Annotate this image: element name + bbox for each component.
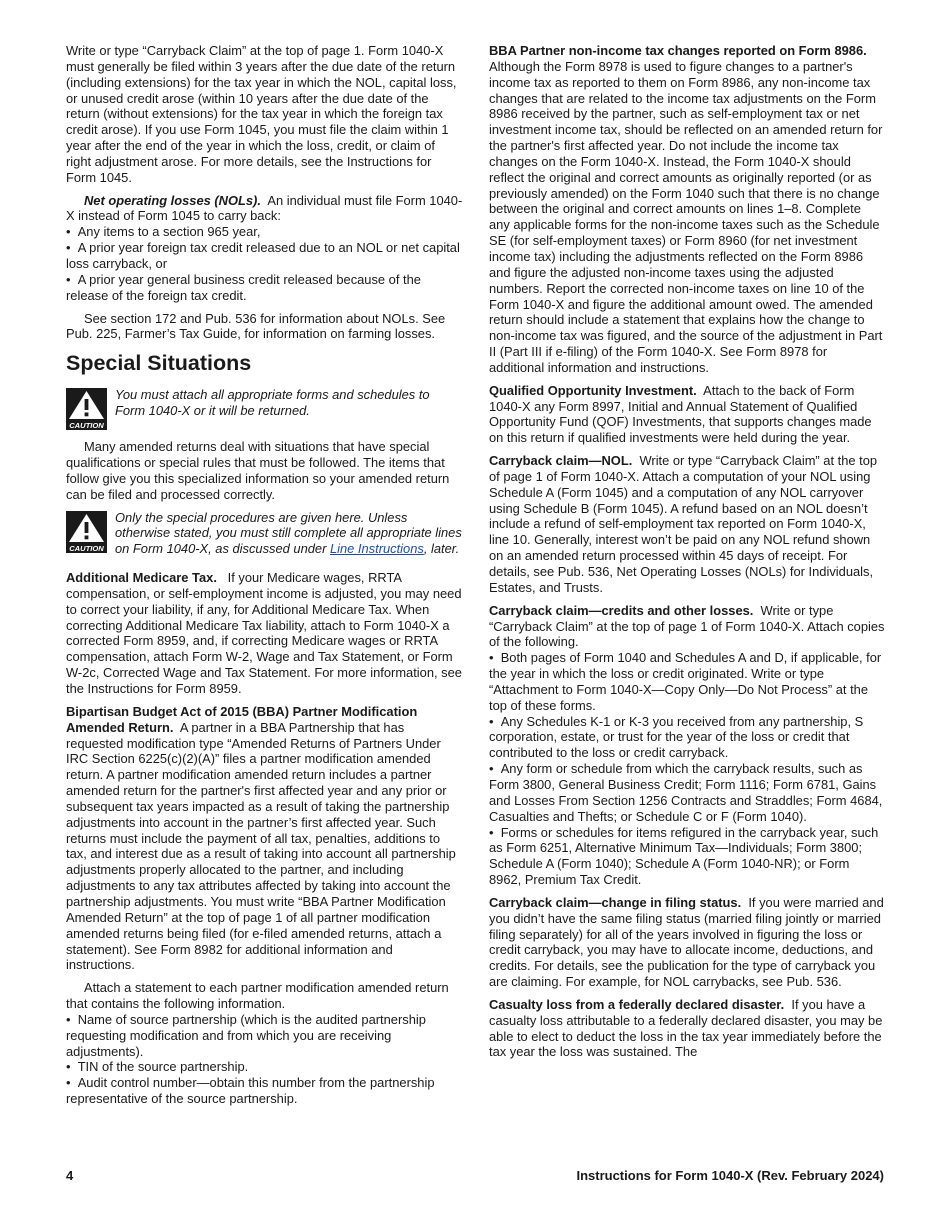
list-item: • Name of source partnership (which is the audited partnership requesting modification and from which you are receiving adjustments).: [66, 1012, 463, 1060]
carryback-credits-text: Write or type “Carryback Claim” at the top of page 1 of Form 1040-X. Attach copies of the following.: [489, 602, 885, 650]
footer-title: Instructions for Form 1040-X (Rev. February 2024): [576, 1168, 884, 1183]
carryback-nol-heading: Carryback claim—NOL.: [489, 453, 633, 469]
bba-text: A partner in a BBA Partnership that has requested modification type “Amended Returns of Partners Under IRC Section 6225(c)(2)(A)” files a partner modification amended return. A partner modification amended return includes a partner amended return for the partner's first affected year and any prior or subsequent tax years impacted as a result of taking the partnership adjustments into account in the partner’s first affected year. Such returns must include the payment of all tax, penalties, additions to tax, and interest due as a result of taking into account all partnership adjustments properly allocated to the partner, and including adjustments to any tax attributes affected by taking into account the partnership adjustments. You must write “BBA Partner Modification Amended Return” at the top of page 1 of all partner modification amended returns being filed (for e-filed amended returns, attach a statement). See Form 8982 for additional information and instructions.: [66, 719, 456, 973]
carryback-intro: Write or type “Carryback Claim” at the top of page 1. Form 1040-X must generally be filed within 3 years after the due date of the return (including extensions) for the tax year in which the NOL, capital loss, or unused credit arose (within 10 years after the due date of the return (without extensions) for the tax year in which the foreign tax credit arose). If you use Form 1045, you must file the claim within 1 year after the end of the year in which the loss, credit, or claim of right adjustment arose. For more details, see the Instructions for Form 1045.: [66, 43, 457, 185]
list-item: • Audit control number—obtain this number from the partnership representative of the source partnership.: [66, 1075, 463, 1107]
carryback-nol-paragraph: [489, 453, 885, 596]
bba-non-income-paragraph: [489, 43, 885, 376]
list-item: • Both pages of Form 1040 and Schedules A and D, if applicable, for the year in which the loss or credit originated. Write or type “Attachment to Form 1040-X—Copy Only—Do Not Process” at the top of these forms.: [489, 650, 885, 713]
page-number: 4: [66, 1168, 74, 1183]
list-item: • A prior year general business credit released because of the release of the foreign tax credit.: [66, 272, 463, 304]
bba-non-income-text: Although the Form 8978 is used to figure changes to a partner's income tax as reported to them on Form 8986, any non-income tax changes that are related to the income tax adjustments on the Form 8986 received by the partner, such as self-employment tax or net investment income tax, should be reflected on an amended return for the partner's first affected year. Do not include the income tax changes on the Form 1040-X. Instead, the Form 1040-X should reflect the original and correct amounts as originally reported (or as previously amended) on the Form 1040 such that there is no change between the original and correct amounts on lines 1–8. Complete any applicable forms for the non-income taxes such as the Schedule SE (for self-employment taxes) or Form 8960 (for net investment income tax) including the adjustments reflected on the Form 8986 and figure the adjusted non-income taxes using the adjusted numbers. Report the corrected non-income taxes on line 10 of the Form 1040-X and figure the additional amount owed. The amended return should include a statement that explains how the change to non-income tax was figured, and the source of the adjustment in Part II (Part III if e-filing) of the Form 1040-X. See Form 8978 for additional information and instructions.: [489, 58, 883, 375]
qoi-heading: Qualified Opportunity Investment.: [489, 382, 697, 398]
caution-note-1: [66, 387, 463, 430]
caution-text: You must attach all appropriate forms and schedules to Form 1040-X or it will be returned.: [115, 387, 430, 419]
caution-note-2: [66, 510, 463, 558]
list-item: • Any form or schedule from which the carryback results, such as Form 3800, General Business Credit; Form 1116; Form 6781, Gains and Losses From Section 1256 Contracts and Straddles; Form 4684, Casualties and Thefts; or Schedule C or F (Form 1040).: [489, 761, 885, 824]
carryback-credits-paragraph: [489, 603, 885, 651]
caution-icon: [66, 388, 107, 430]
right-column: [489, 43, 885, 1067]
medicare-text: If your Medicare wages, RRTA compensation, or self-employment income is adjusted, you may need to correct your liability, if any, for Additional Medicare Tax. When correcting Additional Medicare Tax liability, attach to Form 1040-X a corrected Form 8959, and, if correcting Medicare wages or RRTA compensation, attach Form W-2, Wage and Tax Statement, or Form W-2c, Corrected Wage and Tax Statement. For more information, see the Instructions for Form 8959.: [66, 570, 462, 696]
medicare-heading: Additional Medicare Tax.: [66, 570, 217, 586]
caution-text: Only the special procedures are given here. Unless otherwise stated, you must still complete all appropriate lines on Form 1040-X, as discussed under: [115, 509, 462, 557]
list-item: • Any items to a section 965 year,: [66, 224, 463, 240]
filing-status-heading: Carryback claim—change in filing status.: [489, 894, 742, 910]
qoi-paragraph: [489, 383, 885, 446]
caution-text-end: , later.: [423, 541, 460, 557]
bba-heading: Bipartisan Budget Act of 2015 (BBA) Partner Modification Amended Return.: [66, 703, 418, 735]
caution-icon: [66, 511, 107, 553]
line-instructions-link[interactable]: Line Instructions: [329, 541, 424, 557]
list-item: • Forms or schedules for items refigured in the carryback year, such as Form 6251, Alternative Minimum Tax—Individuals; Form 3800; Schedule A (Form 1040); Schedule A (Form 1040-NR); or Form 8962, Premium Tax Credit.: [489, 825, 885, 888]
section-title: Special Situations: [66, 351, 252, 376]
list-item: • Any Schedules K-1 or K-3 you received from any partnership, S corporation, estate, or trust for the year of the loss or credit that contributed to the loss or credit carryback.: [489, 714, 885, 762]
nol-see-also: See section 172 and Pub. 536 for information about NOLs. See Pub. 225, Farmer’s Tax Guide, for information on farming losses.: [66, 310, 446, 342]
bba-paragraph: [66, 704, 463, 973]
bba-non-income-heading: BBA Partner non-income tax changes reported on Form 8986.: [489, 43, 867, 58]
filing-status-text: If you were married and you didn’t have the same filing status (married filing jointly or married filing separately) for all of the years involved in figuring the loss or credit carryback, you may have to allocate income, deductions, and credits. For details, see the publication for the type of carryback you are claiming. For example, for NOL carrybacks, see Pub. 536.: [489, 894, 884, 990]
list-item: • A prior year foreign tax credit released due to an NOL or net capital loss carryback, or: [66, 240, 463, 272]
nol-paragraph: [66, 193, 463, 225]
qoi-text: Attach to the back of Form 1040-X any Form 8997, Initial and Annual Statement of Qualified Opportunity Fund (QOF) Investments, that supports changes made on this return if qualified investments were held during the year.: [489, 382, 872, 446]
bba-statement: Attach a statement to each partner modification amended return that contains the following information.: [66, 980, 449, 1012]
nol-text: An individual must file Form 1040-X instead of Form 1045 to carry back:: [66, 192, 463, 224]
caution-label: CAUTION: [69, 543, 104, 553]
caution-label: CAUTION: [69, 421, 104, 431]
nol-heading: Net operating losses (NOLs).: [84, 192, 261, 208]
carryback-nol-text: Write or type “Carryback Claim” at the top of page 1 of Form 1040-X. Attach a computation of your NOL using Schedule A (Form 1045) and a computation of any NOL carryover using Schedule B (Form 1045). A refund based on an NOL doesn’t include a refund of self-employment tax reported on Form 1040-X, line 10. Generally, interest won’t be paid on any NOL refund shown on an amended return processed within 45 days of receipt. For details, see Pub. 536, Net Operating Losses (NOLs) for Individuals, Estates, and Trusts.: [489, 453, 878, 595]
casualty-text: If you have a casualty loss attributable to a federally declared disaster, you may be able to elect to deduct the loss in the tax year immediately before the tax year the loss was sustained. The: [489, 996, 883, 1060]
medicare-paragraph: [66, 570, 463, 697]
list-item: • TIN of the source partnership.: [66, 1059, 463, 1075]
casualty-heading: Casualty loss from a federally declared disaster.: [489, 996, 785, 1012]
special-situations-intro: Many amended returns deal with situations that have special qualifications or special rules that must be followed. The items that follow give you this specialized information so your amended return can be filed and processed correctly.: [66, 439, 450, 502]
carryback-credits-heading: Carryback claim—credits and other losses.: [489, 602, 754, 618]
left-column: [66, 43, 463, 1107]
filing-status-paragraph: [489, 895, 885, 990]
casualty-paragraph: [489, 997, 885, 1060]
